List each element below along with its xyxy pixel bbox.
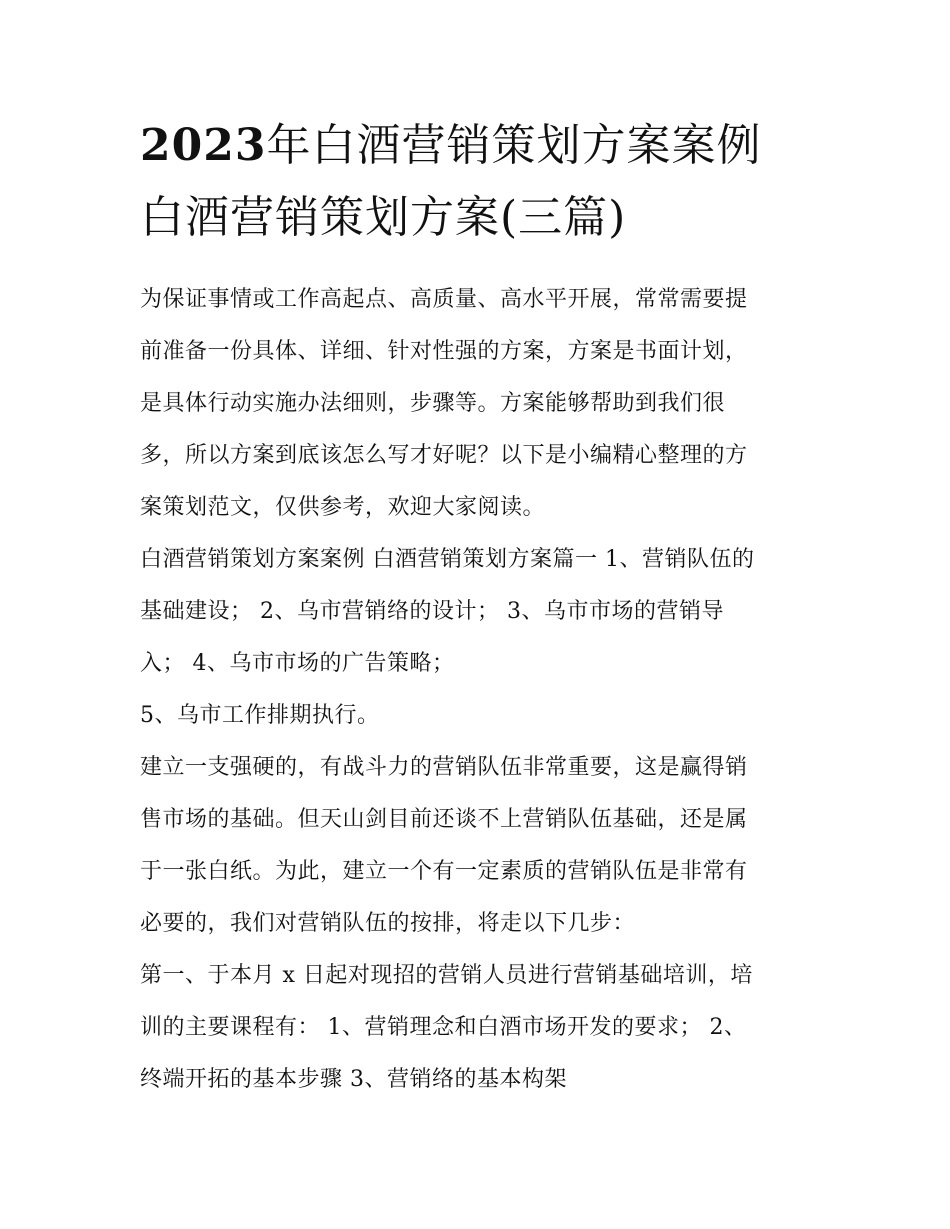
- paragraph-line: 前准备一份具体、详细、针对性强的方案，方案是书面计划，: [140, 339, 748, 364]
- paragraph-line: 白酒营销策划方案案例 白酒营销策划方案篇一 1、营销队伍的: [140, 547, 755, 572]
- title-year: 2023: [140, 120, 267, 171]
- paragraph-line: 案策划范文，仅供参考，欢迎大家阅读。: [140, 495, 546, 520]
- paragraph-line: 基础建设； 2、乌市营销络的设计； 3、乌市市场的营销导: [140, 599, 724, 624]
- title-line-2: 白酒营销策划方案(三篇): [140, 192, 627, 243]
- paragraph-line: 于一张白纸。为此，建立一个有一定素质的营销队伍是非常有: [140, 859, 748, 884]
- paragraph-line: 为保证事情或工作高起点、高质量、高水平开展，常常需要提: [140, 287, 748, 312]
- paragraph-intro: [140, 274, 830, 534]
- document-title: [140, 110, 830, 254]
- paragraph-line: 是具体行动实施办法细则，步骤等。方案能够帮助到我们很: [140, 391, 726, 416]
- document-page: [140, 110, 830, 1106]
- paragraph-outline: [140, 534, 830, 690]
- paragraph-line: 训的主要课程有： 1、营销理念和白酒市场开发的要求； 2、: [140, 1015, 747, 1040]
- paragraph-team: [140, 742, 830, 950]
- document-body: [140, 274, 830, 1106]
- paragraph-line: 入； 4、乌市市场的广告策略；: [140, 651, 455, 676]
- title-line-1-text: 年白酒营销策划方案案例: [266, 120, 762, 171]
- paragraph-line: 售市场的基础。但天山剑目前还谈不上营销队伍基础，还是属: [140, 807, 748, 832]
- paragraph-line: 多，所以方案到底该怎么写才好呢？以下是小编精心整理的方: [140, 443, 748, 468]
- paragraph-line: 终端开拓的基本步骤 3、营销络的基本构架: [140, 1067, 567, 1092]
- paragraph-item-5: [140, 690, 830, 742]
- paragraph-line: 建立一支强硬的，有战斗力的营销队伍非常重要，这是赢得销: [140, 755, 748, 780]
- paragraph-training: [140, 950, 830, 1106]
- paragraph-line: 第一、于本月 x 日起对现招的营销人员进行营销基础培训，培: [140, 963, 753, 988]
- paragraph-line: 必要的，我们对营销队伍的按排，将走以下几步：: [140, 911, 636, 936]
- title-line-1: [140, 110, 830, 182]
- paragraph-line: 5、乌市工作排期执行。: [140, 703, 380, 728]
